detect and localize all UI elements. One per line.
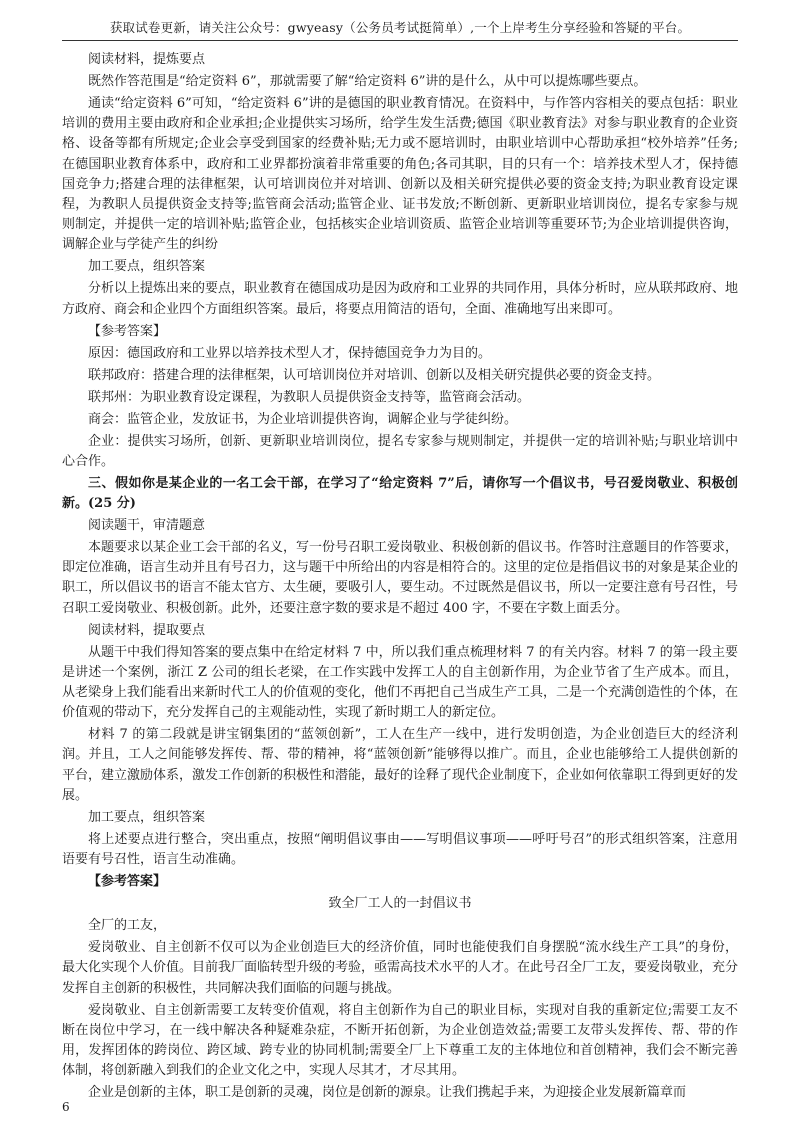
page-number: 6 xyxy=(62,1100,70,1114)
letter-salutation: 全厂的工友， xyxy=(88,918,167,934)
paragraph: 既然作答范围是“给定资料 6”，那就需要了解“给定资料 6”讲的是什么，从中可以提炼哪些要点。 xyxy=(88,74,647,89)
paragraph: 加工要点，组织答案 xyxy=(88,809,206,825)
paragraph: 商会：监管企业，发放证书，为企业培训提供咨询，调解企业与学徒纠纷。 xyxy=(88,411,518,427)
paragraph: 爱岗敬业、自主创新不仅可以为企业创造巨大的经济价值，同时也能使我们自身摆脱“流水线生产工具”的身份，最大化实现个人价值。目前我厂面临转型升级的考验，亟需高技术水平的人才。在此号召全厂工友，要爱岗敬业，充分发挥自主创新的积极性，共同解决我们面临的问题与挑战。 xyxy=(62,940,739,996)
paragraph: 加工要点，组织答案 xyxy=(88,259,206,275)
paragraph: 通读“给定资料 6”可知，“给定资料 6”讲的是德国的职业教育情况。在资料中，与作答内容相关的要点包括：职业培训的费用主要由政府和企业承担;企业提供实习场所，给学生发生活费;德国《职业教育法》对参与职业教育的企业资格、设备等都有所规定;企业会享受到国家的经费补贴;无力或不愿培训时，由职业培训中心帮助承担“校外培养”任务;在德国职业教育体系中，政府和工业界都扮演着非常重要的角色;各司其职，目的只有一个：培养技术型人才，保持德国竞争力;搭建合理的法律框架，认可培训岗位并对培训、创新以及相关研究提供必要的资金支持;为职业教育设定课程，为教职人员提供资金支持等;监管商会活动;监管企业、证书发放;不断创新、更新职业培训岗位，提名专家参与规则制定，并提供一定的培训补贴;监管企业，包括核实企业培训资质、监管企业培训等重要环节;为企业培训提供咨询，调解企业与学徒产生的纠纷 xyxy=(62,96,738,253)
paragraph: 企业是创新的主体，职工是创新的灵魂，岗位是创新的源泉。让我们携起手来，为迎接企业发展新篇章而 xyxy=(88,1085,687,1101)
page-header: 获取试卷更新，请关注公众号：gwyeasy（公务员考试挺简单）,一个上岸考生分享经验和答疑的平台。 xyxy=(109,20,691,35)
paragraph: 企业：提供实习场所，创新、更新职业培训岗位，提名专家参与规则制定，并提供一定的培训补贴;与职业培训中心合作。 xyxy=(62,433,738,469)
letter-title: 致全厂工人的一封倡议书 xyxy=(328,896,472,912)
paragraph: 从题干中我们得知答案的要点集中在给定材料 7 中，所以我们重点梳理材料 7 的有关内容。材料 7 的第一段主要是讲述一个案例，浙江 Z 公司的组长老梁，在工作实践中发挥工人的自主创新作用，为企业节省了生产成本。而且，从老梁身上我们能看出来新时代工人的价值观的变化，他们不再把自己当成生产工具，二是一个充满创造性的个体，在价值观的带动下，充分发挥自己的主观能动性，实现了新时期工人的新定位。 xyxy=(62,644,739,721)
paragraph: 联邦州：为职业教育设定课程，为教职人员提供资金支持等，监管商会活动。 xyxy=(88,389,531,405)
paragraph: 原因：德国政府和工业界以培养技术型人才，保持德国竞争力为目的。 xyxy=(88,345,492,361)
paragraph: 阅读材料，提取要点 xyxy=(88,622,206,638)
paragraph: 爱岗敬业、自主创新需要工友转变价值观，将自主创新作为自己的职业目标，实现对自我的重新定位;需要工友不断在岗位中学习，在一线中解决各种疑难杂症，不断开拓创新，为企业创造效益;需要工友带头发挥传、帮、带的作用，发挥团体的跨岗位、跨区域、跨专业的协同机制;需要全厂上下尊重工友的主体地位和首创精神，我们会不断完善体制，将创新融入到我们的企业文化之中，实现人尽其才，才尽其用。 xyxy=(62,1002,738,1079)
paragraph: 阅读材料，提炼要点 xyxy=(88,52,206,67)
paragraph: 阅读题干，审清题意 xyxy=(88,518,206,534)
answer-label: 【参考答案】 xyxy=(88,874,167,890)
paragraph: 【参考答案】 xyxy=(88,323,167,339)
question-heading: 三、假如你是某企业的一名工会干部，在学习了“给定资料 7”后，请你写一个倡议书，号召爱岗敬业、积极创新。(25 分) xyxy=(62,475,738,512)
paragraph: 分析以上提炼出来的要点，职业教育在德国成功是因为政府和工业界的共同作用，具体分析时，应从联邦政府、地方政府、商会和企业四个方面组织答案。最后，将要点用简洁的语句，全面、准确地写出来即可。 xyxy=(62,281,739,317)
paragraph: 本题要求以某企业工会干部的名义，写一份号召职工爱岗敬业、积极创新的倡议书。作答时注意题目的作答要求，即定位准确，语言生动并且有号召力，这与题干中所给出的内容是相符合的。这里的定位是指倡议书的对象是某企业的职工，所以倡议书的语言不能太官方、太生硬，要吸引人，要生动。不过既然是倡议书，所以一定要注意有号召性，号召职工爱岗敬业、积极创新。此外，还要注意字数的要求是不超过 400 字，不要在字数上面丢分。 xyxy=(62,540,739,616)
paragraph: 材料 7 的第二段就是讲宝钢集团的“蓝领创新”，工人在生产一线中，进行发明创造，为企业创造巨大的经济利润。并且，工人之间能够发挥传、帮、带的精神，将“蓝领创新”能够得以推广。而且，企业也能够给工人提供创新的平台，建立激励体系，激发工作创新的积极性和潜能，最好的诠释了现代企业制度下，企业如何依靠职工得到更好的发展。 xyxy=(62,727,739,803)
paragraph: 联邦政府：搭建合理的法律框架，认可培训岗位并对培训、创新以及相关研究提供必要的资金支持。 xyxy=(88,367,661,383)
paragraph: 将上述要点进行整合，突出重点，按照“阐明倡议事由——写明倡议事项——呼吁号召”的形式组织答案，注意用语要有号召性，语言生动准确。 xyxy=(62,831,738,868)
header-rule xyxy=(62,40,738,41)
document-body xyxy=(62,50,738,1105)
